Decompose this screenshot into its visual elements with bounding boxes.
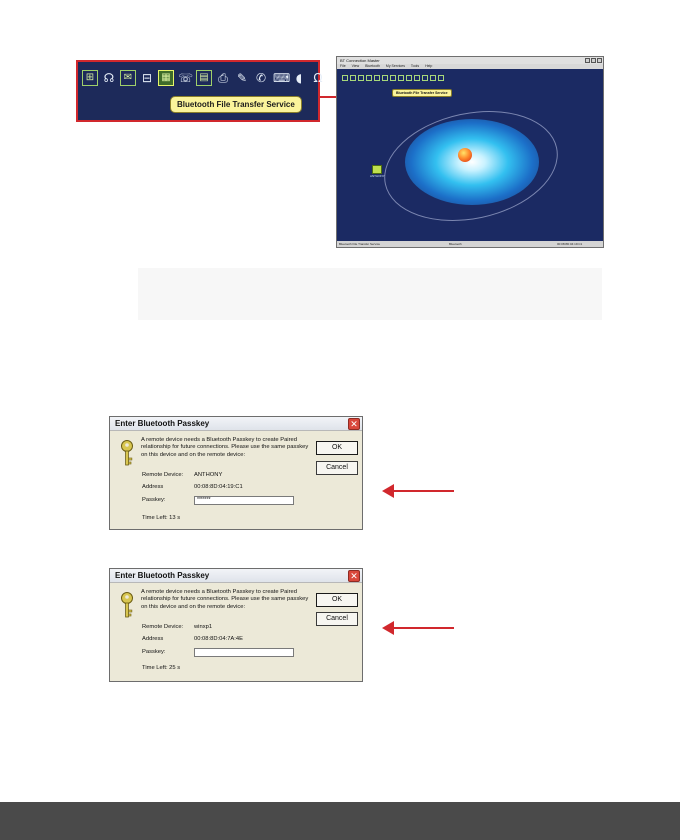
minimize-icon[interactable] (585, 58, 590, 63)
pim-sync-icon[interactable]: ✎ (236, 71, 248, 85)
menu-bar (337, 64, 603, 69)
dialog-title: Enter Bluetooth Passkey (110, 569, 362, 583)
fax-icon[interactable]: ▤ (196, 70, 212, 86)
blank-area (138, 268, 602, 320)
close-icon[interactable]: ✕ (348, 418, 360, 430)
dialog-message: A remote device needs a Bluetooth Passkey to create Paired relationship for future connections. Please use the same passkey on this device and on the remote device: (141, 437, 309, 458)
pointer-arrow-line (392, 490, 454, 492)
toolbar-zoom-callout (76, 60, 323, 122)
passkey-dialog-2 (109, 568, 363, 682)
audio-gateway-icon[interactable]: ◖ (295, 71, 303, 85)
local-device-icon[interactable] (458, 148, 472, 162)
remote-computer-icon[interactable] (372, 165, 382, 174)
pointer-arrow-head-icon (382, 484, 394, 498)
dialog-message: A remote device needs a Bluetooth Passkey to create Paired relationship for future connections. Please use the same passkey on this device and on the remote device: (141, 589, 309, 610)
mini-toolbar (342, 75, 444, 81)
pointer-arrow-line (392, 627, 454, 629)
remote-device-label: Remote Device: (142, 472, 184, 478)
headset-service-icon[interactable] (350, 75, 356, 81)
orbit-ring (374, 96, 568, 236)
address-label: Address (142, 484, 164, 490)
imaging-icon[interactable]: ✆ (255, 71, 267, 85)
passkey-label: Passkey: (142, 497, 166, 503)
pim-sync-icon[interactable] (406, 75, 412, 81)
file-transfer-icon[interactable]: ✉ (120, 70, 136, 86)
dialup-icon[interactable] (382, 75, 388, 81)
passkey-input[interactable]: ******* (194, 496, 294, 505)
maximize-icon[interactable] (591, 58, 596, 63)
audio-gateway-icon[interactable] (430, 75, 436, 81)
passkey-input[interactable] (194, 648, 294, 657)
status-middle: Bluetooth (449, 242, 462, 246)
remote-device-label: ANTHONY (370, 174, 385, 178)
passkey-dialog-1 (109, 416, 363, 530)
time-left: Time Left: 25 s (142, 665, 181, 671)
close-icon[interactable]: ✕ (348, 570, 360, 582)
menu-bluetooth[interactable]: Bluetooth (365, 64, 380, 68)
menu-tools[interactable]: Tools (410, 64, 420, 68)
printer-icon[interactable] (398, 75, 404, 81)
fax-icon[interactable] (390, 75, 396, 81)
network-icon[interactable]: ⊞ (82, 70, 98, 86)
serial-port-icon[interactable]: ▦ (158, 70, 174, 86)
menu-file[interactable]: File (340, 64, 346, 68)
time-left: Time Left: 13 s (142, 515, 181, 521)
status-left: Bluetooth File Transfer Service (339, 242, 381, 246)
pointer-arrow-head-icon (382, 621, 394, 635)
cancel-button[interactable]: Cancel (316, 612, 358, 626)
remote-device-value: winxp1 (194, 624, 213, 630)
remote-device-label: Remote Device: (142, 624, 184, 630)
lan-icon[interactable]: ⊟ (141, 71, 153, 85)
menu-help[interactable]: Help (425, 64, 433, 68)
ok-button[interactable]: OK (316, 441, 358, 455)
menu-my-services[interactable]: My Services (385, 64, 405, 68)
ok-button[interactable]: OK (316, 593, 358, 607)
status-right: 00:08:8D:04:19:C1 (557, 242, 583, 246)
service-tooltip: Bluetooth File Transfer Service (170, 96, 302, 113)
menu-view[interactable]: View (351, 64, 360, 68)
headphones-icon[interactable] (438, 75, 444, 81)
passkey-label: Passkey: (142, 649, 166, 655)
serial-port-icon[interactable] (374, 75, 380, 81)
dialup-icon[interactable]: ☏ (178, 71, 194, 85)
headphones-icon[interactable]: Ω (313, 71, 323, 85)
toolbar-icons (82, 70, 326, 86)
file-transfer-icon[interactable] (358, 75, 364, 81)
headset-service-icon[interactable]: ☊ (103, 71, 115, 85)
address-value: 00:08:8D:04:19:C1 (194, 484, 243, 490)
remote-device-value: ANTHONY (194, 472, 223, 478)
close-icon[interactable] (597, 58, 602, 63)
address-value: 00:08:8D:04:7A:4E (194, 636, 243, 642)
status-bar (337, 241, 603, 247)
network-icon[interactable] (342, 75, 348, 81)
window-controls (585, 58, 602, 63)
lan-icon[interactable] (366, 75, 372, 81)
key-icon (118, 439, 136, 467)
key-icon (118, 591, 136, 619)
hid-icon[interactable]: ⌨ (273, 71, 291, 85)
service-tooltip: Bluetooth File Transfer Service (392, 89, 452, 97)
imaging-icon[interactable] (414, 75, 420, 81)
cancel-button[interactable]: Cancel (316, 461, 358, 475)
address-label: Address (142, 636, 164, 642)
dialog-title: Enter Bluetooth Passkey (110, 417, 362, 431)
hid-icon[interactable] (422, 75, 428, 81)
footer-bar (0, 802, 680, 840)
printer-icon[interactable]: ⎙ (218, 71, 228, 85)
window-title: BT Connection Master (337, 57, 603, 64)
app-window-screenshot (336, 56, 604, 248)
